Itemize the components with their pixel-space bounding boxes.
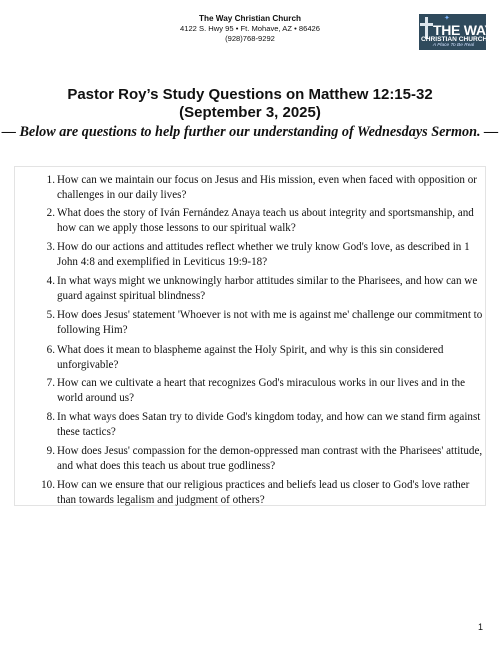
question-number: 4.: [46, 275, 55, 287]
question-text: How do our actions and attitudes reflect whether we truly know God's love, as described in 1 John 4:8 and exemplified in Leviticus 19:9-18?: [57, 241, 470, 268]
question-number: 1.: [46, 174, 55, 186]
dove-icon: ✦: [444, 15, 450, 22]
logo-tagline: A Place To Be Real: [432, 43, 475, 48]
question-number: 7.: [46, 377, 55, 389]
question-text: In what ways might we unknowingly harbor attitudes similar to the Pharisees, and how can we guard against spiritual blindness?: [57, 275, 478, 302]
question-text: What does it mean to blaspheme against the Holy Spirit, and why is this sin considered unforgivable?: [57, 344, 444, 371]
question-number: 8.: [46, 411, 55, 423]
page-title: [0, 86, 500, 122]
church-address: 4122 S. Hwy 95 • Ft. Mohave, AZ • 86426: [180, 24, 320, 34]
question-number: 6.: [46, 344, 55, 356]
question-text: How does Jesus' statement 'Whoever is not with me is against me' challenge our commitment to following Him?: [57, 309, 483, 336]
question-number: 10.: [41, 479, 55, 491]
question-text: In what ways does Satan try to divide God's kingdom today, and how can we stand firm against these tactics?: [57, 411, 481, 438]
question-text: What does the story of Iván Fernández Anaya teach us about integrity and sportsmanship, and how can we apply those lessons to our spiritual walk?: [57, 207, 474, 234]
church-phone: (928)768-9292: [225, 34, 275, 44]
church-name: The Way Christian Church: [198, 14, 302, 23]
question-text: How can we ensure that our religious practices and beliefs lead us closer to God's love rather than towards legalism and judgment of others?: [57, 479, 470, 506]
logo-line-1: THE WAY: [433, 22, 494, 38]
logo-line-2: CHRISTIAN CHURCH: [421, 36, 488, 43]
title-date: (September 3, 2025): [179, 104, 321, 121]
page-number: 1: [478, 622, 484, 632]
question-number: 2.: [46, 207, 55, 219]
cross-icon-bar: [420, 23, 433, 26]
question-number: 9.: [46, 445, 55, 457]
question-text: How can we cultivate a heart that recognizes God's miraculous works in our lives and in the world around us?: [57, 377, 466, 404]
question-text: How does Jesus' compassion for the demon-oppressed man contrast with the Pharisees' attitude, and what does this teach us about true godliness?: [57, 445, 483, 472]
question-number: 3.: [46, 241, 55, 253]
subtitle: — Below are questions to help further our understanding of Wednesdays Sermon. —: [1, 124, 499, 140]
title-line-1: Pastor Roy’s Study Questions on Matthew 12:15-32: [67, 86, 433, 103]
questions-list: [14, 166, 486, 506]
question-number: 5.: [46, 309, 55, 321]
question-text: How can we maintain our focus on Jesus and His mission, even when faced with opposition or challenges in our daily lives?: [57, 174, 477, 201]
church-logo: [419, 14, 494, 50]
